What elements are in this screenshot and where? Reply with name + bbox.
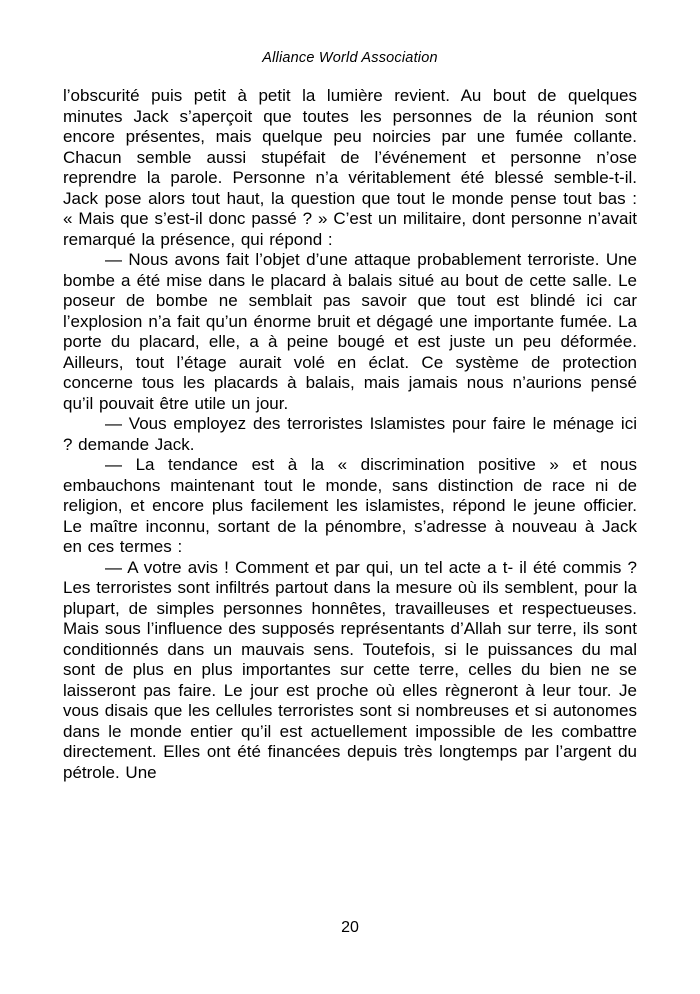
paragraph: — La tendance est à la « discrimination positive » et nous embauchons maintenant tout le monde, sans distinction de race ni de religion, et encore plus facilement les islamistes, répond le jeune officier. Le maître inconnu, sortant de la pénombre, s’adresse à nouveau à Jack en ces termes : bbox=[63, 455, 637, 556]
paragraph: — Vous employez des terroristes Islamistes pour faire le ménage ici ? demande Jack. bbox=[63, 414, 637, 454]
paragraph: — A votre avis ! Comment et par qui, un tel acte a t- il été commis ? Les terroristes sont infiltrés partout dans la mesure où ils semblent, pour la plupart, de simples personnes honnêtes, travailleuses et respectueuses. Mais sous l’influence des supposés représentants d’Allah sur terre, ils sont conditionnés dans un mauvais sens. Toutefois, si le puissances du mal sont de plus en plus importantes sur cette terre, celles du bien ne se laisseront pas faire. Le jour est proche où elles règneront à leur tour. Je vous disais que les cellules terroristes sont si nombreuses et si autonomes dans le monde entier qu’il est actuellement impossible de les combattre directement. Elles ont été financées depuis très longtemps par l’argent du pétrole. Une bbox=[63, 557, 637, 782]
page-body bbox=[63, 86, 637, 783]
running-header: Alliance World Association bbox=[262, 50, 438, 66]
page-number: 20 bbox=[341, 919, 359, 936]
paragraph: — Nous avons fait l’objet d’une attaque probablement terroriste. Une bombe a été mise dans le placard à balais situé au bout de cette salle. Le poseur de bombe ne semblait pas savoir que tout est blindé ici car l’explosion n’a fait qu’un énorme bruit et dégagé une importante fumée. La porte du placard, elle, a à peine bougé et est juste un peu déformée. Ailleurs, tout l’étage aurait volé en éclat. Ce système de protection concerne tous les placards à balais, mais jamais nous n’aurions pensé qu’il pouvait être utile un jour. bbox=[63, 250, 637, 413]
paragraph: l’obscurité puis petit à petit la lumière revient. Au bout de quelques minutes Jack s’aperçoit que toutes les personnes de la réunion sont encore présentes, mais quelque peu noircies par une fumée collante. Chacun semble aussi stupéfait de l’événement et personne n’ose reprendre la parole. Personne n’a véritablement été blessé semble-t-il. Jack pose alors tout haut, la question que tout le monde pense tout bas : « Mais que s’est-il donc passé ? » C’est un militaire, dont personne n’avait remarqué la présence, qui répond : bbox=[63, 86, 637, 249]
